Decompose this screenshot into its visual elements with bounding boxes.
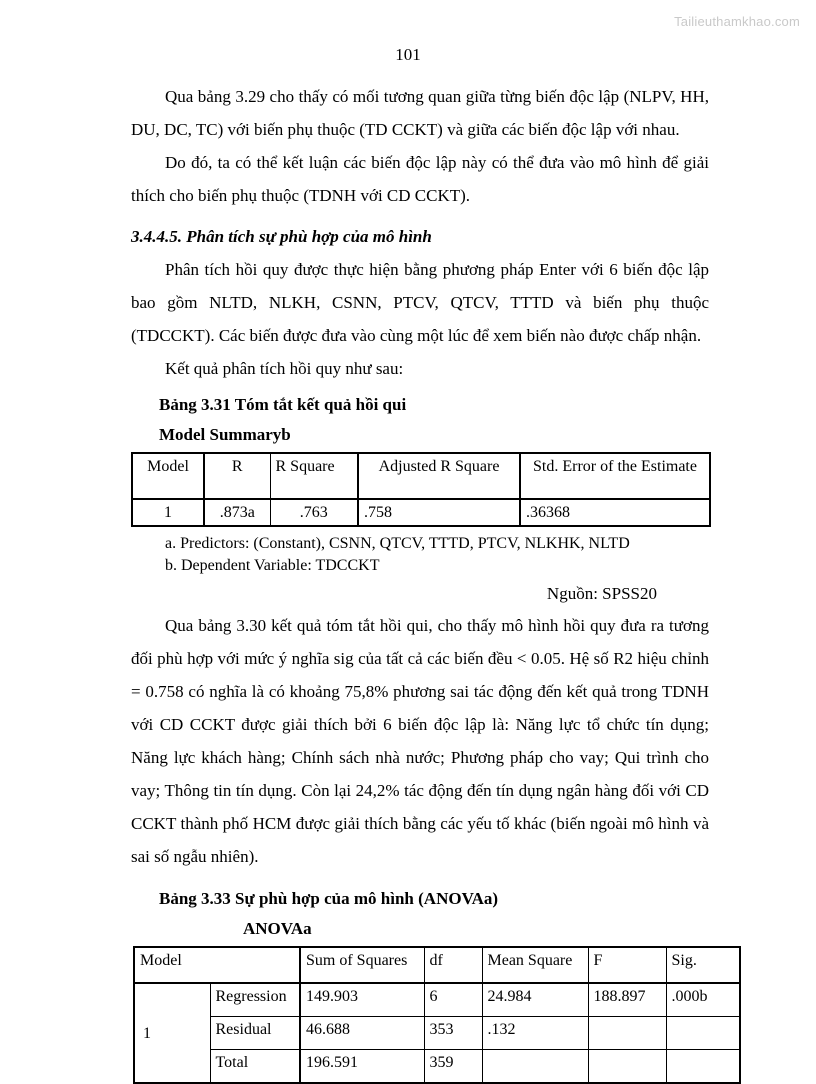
cell-sum-of-squares: 149.903	[300, 983, 424, 1017]
cell-sig	[666, 1017, 740, 1050]
cell-df: 6	[424, 983, 482, 1017]
cell-std-error: .36368	[520, 499, 710, 526]
model-summary-title: Model Summaryb	[159, 425, 291, 444]
cell-row-label: Total	[210, 1050, 300, 1084]
cell-row-label: Residual	[210, 1017, 300, 1050]
cell-df: 353	[424, 1017, 482, 1050]
table-row	[134, 1017, 740, 1050]
table-row	[132, 499, 710, 526]
header-model: Model	[132, 453, 204, 499]
table-header-row	[134, 947, 740, 983]
footnote-a: a. Predictors: (Constant), CSNN, QTCV, TTTD, PTCV, NLKHK, NLTD	[165, 535, 630, 552]
header-sum-of-squares: Sum of Squares	[300, 947, 424, 983]
cell-f	[588, 1017, 666, 1050]
header-mean-square: Mean Square	[482, 947, 588, 983]
cell-model-number: 1	[134, 983, 210, 1083]
anova-table	[133, 946, 741, 1084]
site-watermark: Tailieuthamkhao.com	[674, 14, 800, 29]
header-r-square: R Square	[270, 453, 358, 499]
header-model: Model	[134, 947, 210, 983]
cell-f	[588, 1050, 666, 1084]
cell-sig	[666, 1050, 740, 1084]
page-content	[131, 80, 709, 1084]
paragraph-3: Phân tích hồi quy được thực hiện bằng phương pháp Enter với 6 biến độc lập bao gồm NLTD, NLKH, CSNN, PTCV, QTCV, TTTD và biến phụ thuộc (TDCCKT). Các biến được đưa vào cùng một lúc để xem biến nào được chấp nhận.	[131, 260, 709, 345]
header-r: R	[204, 453, 270, 499]
table-caption-bang-3-31: Bảng 3.31 Tóm tắt kết quả hồi qui	[159, 395, 407, 414]
cell-df: 359	[424, 1050, 482, 1084]
footnote-b: b. Dependent Variable: TDCCKT	[165, 557, 380, 574]
table-row	[134, 983, 740, 1017]
header-df: df	[424, 947, 482, 983]
cell-row-label: Regression	[210, 983, 300, 1017]
section-heading-3-4-4-5: 3.4.4.5. Phân tích sự phù hợp của mô hình	[131, 227, 432, 246]
source-note: Nguồn: SPSS20	[546, 584, 657, 603]
model-summary-footnotes	[131, 533, 709, 577]
paragraph-5: Qua bảng 3.30 kết quả tóm tắt hồi qui, cho thấy mô hình hồi quy đưa ra tương đối phù hợp với mức ý nghĩa sig của tất cả các biến đều < 0.05. Hệ số R2 hiệu chỉnh = 0.758 có nghĩa là có khoảng 75,8% phương sai tác động đến kết quả trong TDNH với CD CCKT được giải thích bởi 6 biến độc lập là: Năng lực tổ chức tín dụng; Năng lực khách hàng; Chính sách nhà nước; Phương pháp cho vay; Qui trình cho vay; Thông tin tín dụng. Còn lại 24,2% tác động đến tín dụng ngân hàng đối với CD CCKT thành phố HCM được giải thích bằng các yếu tố khác (biến ngoài mô hình và sai số ngẫu nhiên).	[131, 616, 709, 866]
table-header-row	[132, 453, 710, 499]
header-adjusted-r-square: Adjusted R Square	[358, 453, 520, 499]
header-model-spacer	[210, 947, 300, 983]
cell-r: .873a	[204, 499, 270, 526]
table-row	[134, 1050, 740, 1084]
model-summary-table	[131, 452, 711, 527]
cell-mean-square: 24.984	[482, 983, 588, 1017]
paragraph-1: Qua bảng 3.29 cho thấy có mối tương quan giữa từng biến độc lập (NLPV, HH, DU, DC, TC) với biến phụ thuộc (TD CCKT) và giữa các biến độc lập với nhau.	[131, 87, 709, 139]
cell-mean-square: .132	[482, 1017, 588, 1050]
header-sig: Sig.	[666, 947, 740, 983]
cell-f: 188.897	[588, 983, 666, 1017]
anova-title: ANOVAa	[243, 919, 312, 938]
table-caption-bang-3-33: Bảng 3.33 Sự phù hợp của mô hình (ANOVAa)	[159, 889, 499, 908]
header-f: F	[588, 947, 666, 983]
paragraph-2: Do đó, ta có thể kết luận các biến độc lập này có thể đưa vào mô hình để giải thích cho biến phụ thuộc (TDNH với CD CCKT).	[131, 153, 709, 205]
page-number: 101	[395, 45, 421, 64]
cell-r-square: .763	[270, 499, 358, 526]
cell-model: 1	[132, 499, 204, 526]
cell-mean-square	[482, 1050, 588, 1084]
cell-sum-of-squares: 46.688	[300, 1017, 424, 1050]
cell-sum-of-squares: 196.591	[300, 1050, 424, 1084]
cell-adjusted-r-square: .758	[358, 499, 520, 526]
paragraph-4: Kết quả phân tích hồi quy như sau:	[165, 359, 404, 378]
header-std-error: Std. Error of the Estimate	[520, 453, 710, 499]
cell-sig: .000b	[666, 983, 740, 1017]
